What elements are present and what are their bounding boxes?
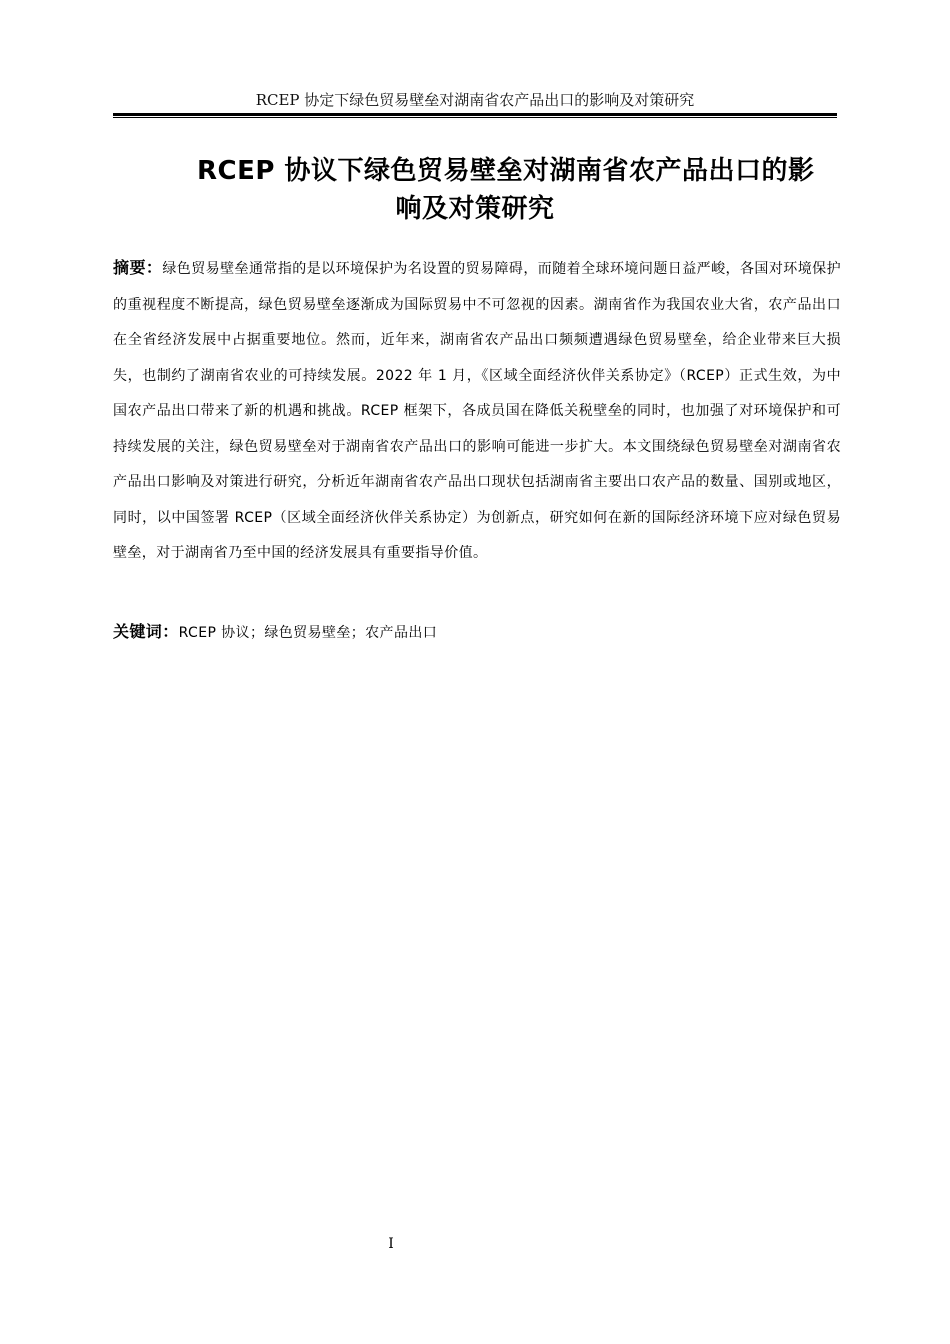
paper-title-line-1: RCEP 协议下绿色贸易壁垒对湖南省农产品出口的影 [197, 156, 815, 186]
keywords [113, 614, 837, 651]
running-header: RCEP 协定下绿色贸易壁垒对湖南省农产品出口的影响及对策研究 [255, 91, 695, 109]
keywords-label: 关键词： [113, 622, 179, 641]
abstract-label: 摘要： [113, 258, 163, 277]
paper-title [113, 152, 837, 228]
keywords-text: RCEP 协议；绿色贸易壁垒；农产品出口 [178, 625, 438, 641]
header-rule [113, 113, 837, 118]
page-number: I [388, 1236, 394, 1252]
abstract-text: 绿色贸易壁垒通常指的是以环境保护为名设置的贸易障碍，而随着全球环境问题日益严峻，各国对环境保护的重视程度不断提高，绿色贸易壁垒逐渐成为国际贸易中不可忽视的因素。湖南省作为我国农业大省，农产品出口在全省经济发展中占据重要地位。然而，近年来，湖南省农产品出口频频遭遇绿色贸易壁垒，给企业带来巨大损失，也制约了湖南省农业的可持续发展。2022 年 1 月，《区域全面经济伙伴关系协定》（RCEP）正式生效，为中国农产品出口带来了新的机遇和挑战。RCEP 框架下，各成员国在降低关税壁垒的同时，也加强了对环境保护和可持续发展的关注，绿色贸易壁垒对于湖南省农产品出口的影响可能进一步扩大。本文围绕绿色贸易壁垒对湖南省农产品出口影响及对策进行研究，分析近年湖南省农产品出口现状包括湖南省主要出口农产品的数量、国别或地区，同时，以中国签署 RCEP（区域全面经济伙伴关系协定）为创新点，研究如何在新的国际经济环境下应对绿色贸易壁垒，对于湖南省乃至中国的经济发展具有重要指导价值。 [113, 261, 842, 561]
abstract [113, 250, 841, 572]
paper-title-line-2: 响及对策研究 [395, 194, 555, 224]
